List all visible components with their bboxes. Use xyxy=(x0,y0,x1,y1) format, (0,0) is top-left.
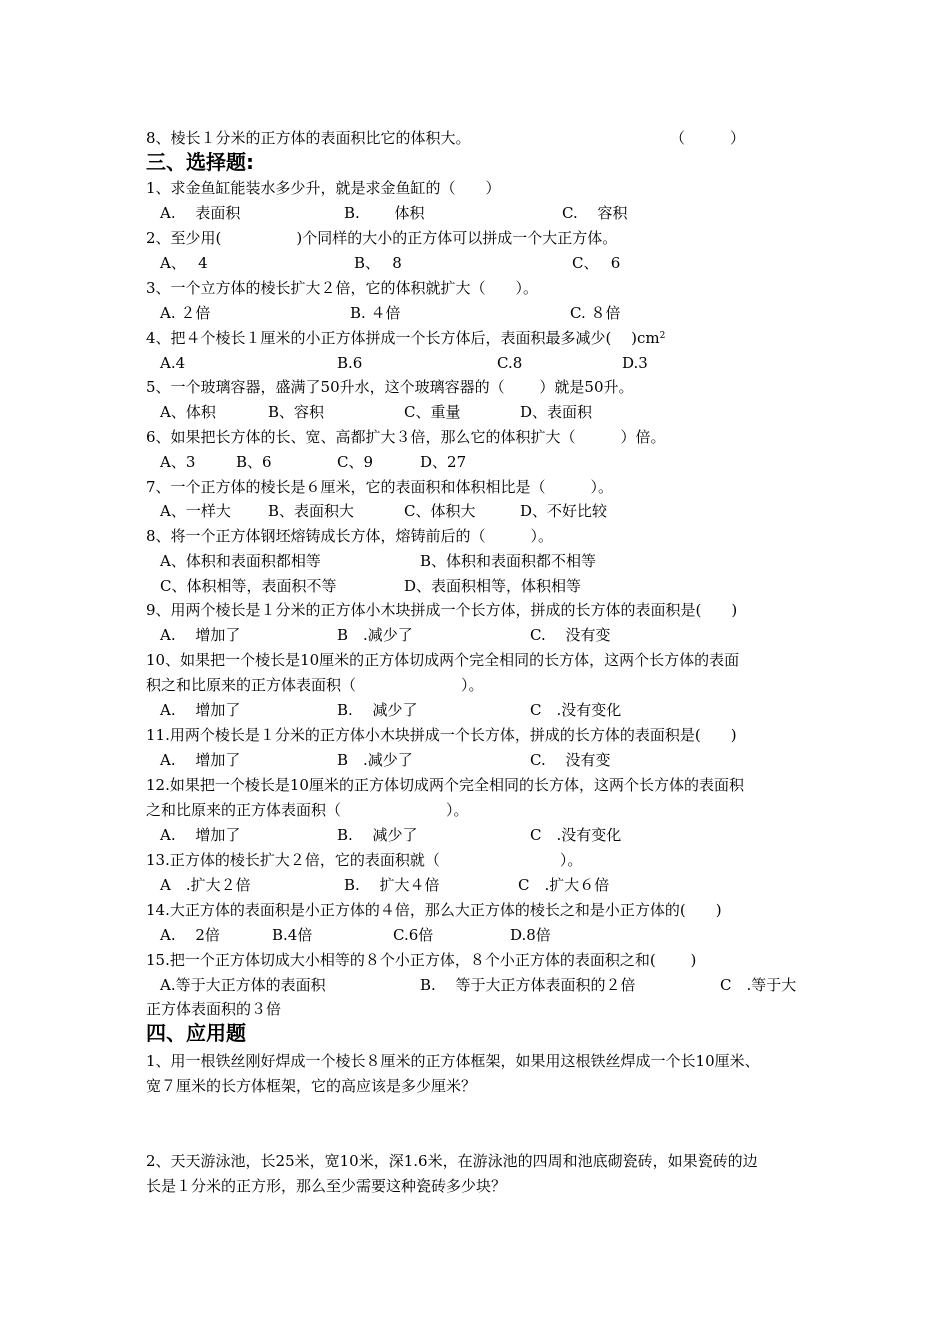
option-c: C .没有变化 xyxy=(530,826,622,844)
question-stem: 13.正方体的棱长扩大２倍，它的表面积就（ ）。 xyxy=(146,851,583,869)
option-c: C.8 xyxy=(497,354,523,372)
question-stem: 4、把４个棱长１厘米的小正方体拼成一个长方体后，表面积最多减少( )$cm^2$ xyxy=(146,329,666,347)
question-stem: 3、一个立方体的棱长扩大２倍，它的体积就扩大（ ）。 xyxy=(146,279,539,297)
option-a: A. 增加了 xyxy=(160,626,241,644)
problem-1-continued: 宽７厘米的长方体框架，它的高应该是多少厘米？ xyxy=(146,1077,477,1095)
question-stem-continued: 之和比原来的正方体表面积（ ）。 xyxy=(146,801,469,819)
option-a: A、体积和表面积都相等 xyxy=(160,552,321,570)
section-title-choice: 三、选择题: xyxy=(146,150,254,174)
option-b: B、表面积大 xyxy=(268,502,355,520)
question-stem: 8、将一个正方体钢坯熔铸成长方体，熔铸前后的（ ）。 xyxy=(146,527,554,545)
option-d: D.3 xyxy=(622,354,648,372)
problem-2-continued: 长是１分米的正方形，那么至少需要这种瓷砖多少块？ xyxy=(146,1177,507,1195)
option-c: C. 没有变 xyxy=(530,751,611,769)
option-a: A、一样大 xyxy=(160,502,231,520)
option-c: C、体积相等，表面积不等 xyxy=(160,577,337,595)
option-b: B. ４倍 xyxy=(350,304,401,322)
option-c: C、重量 xyxy=(404,403,461,421)
option-b: B. 扩大４倍 xyxy=(344,876,440,894)
question-stem: 6、如果把长方体的长、宽、高都扩大３倍，那么它的体积扩大（ ）倍。 xyxy=(146,428,666,446)
option-d: D.8倍 xyxy=(510,926,551,944)
problem-1: 1、用一根铁丝刚好焊成一个棱长８厘米的正方体框架，如果用这根铁丝焊成一个长10厘米、 xyxy=(146,1052,760,1070)
option-c: C. ８倍 xyxy=(570,304,621,322)
option-b: B. 体积 xyxy=(344,204,425,222)
question-stem-continued: 积之和比原来的正方体表面积（ ）。 xyxy=(146,676,484,694)
question-stem: 14.大正方体的表面积是小正方体的４倍，那么大正方体的棱长之和是小正方体的( ) xyxy=(146,901,722,919)
option-b: B、6 xyxy=(236,453,272,471)
option-b: B、体积和表面积都不相等 xyxy=(420,552,597,570)
option-a: A、3 xyxy=(160,453,196,471)
question-stem: 2、至少用( )个同样的大小的正方体可以拼成一个大正方体。 xyxy=(146,229,618,247)
option-a: A.4 xyxy=(160,354,186,372)
answer-paren: （ ） xyxy=(670,129,746,147)
problem-2: 2、天天游泳池，长25米，宽10米，深1.6米，在游泳池的四周和池底砌瓷砖，如果瓷砖的边 xyxy=(146,1152,758,1170)
question-stem: 9、用两个棱长是１分米的正方体小木块拼成一个长方体，拼成的长方体的表面积是( ) xyxy=(146,601,738,619)
option-b: B .减少了 xyxy=(337,751,413,769)
option-a: A. 增加了 xyxy=(160,701,241,719)
option-c: C .扩大６倍 xyxy=(518,876,610,894)
option-d: D、表面积 xyxy=(520,403,593,421)
option-d: D、27 xyxy=(420,453,467,471)
option-a: A. ２倍 xyxy=(160,304,211,322)
option-a: A.等于大正方体的表面积 xyxy=(160,976,326,994)
option-a: A、体积 xyxy=(160,403,216,421)
option-a: A. 表面积 xyxy=(160,204,241,222)
section-title-application: 四、应用题 xyxy=(146,1021,246,1045)
option-c: C、 6 xyxy=(572,254,621,272)
option-a: A .扩大２倍 xyxy=(160,876,251,894)
option-c: C.6倍 xyxy=(393,926,434,944)
option-b: B. 等于大正方体表面积的２倍 xyxy=(420,976,636,994)
option-b: B、容积 xyxy=(268,403,325,421)
option-c: C .没有变化 xyxy=(530,701,622,719)
question-stem: 10、如果把一个棱长是10厘米的正方体切成两个完全相同的长方体，这两个长方体的表面 xyxy=(146,651,740,669)
question-stem: 11.用两个棱长是１分米的正方体小木块拼成一个长方体，拼成的长方体的表面积是( ) xyxy=(146,726,737,744)
option-a: A. 增加了 xyxy=(160,826,241,844)
option-b: B.4倍 xyxy=(272,926,313,944)
option-c: C. 容积 xyxy=(562,204,628,222)
question-stem: 15.把一个正方体切成大小相等的８个小正方体，８个小正方体的表面积之和( ) xyxy=(146,951,697,969)
option-d: D、不好比较 xyxy=(520,502,608,520)
option-b: B. 减少了 xyxy=(337,701,418,719)
option-b: B. 减少了 xyxy=(337,826,418,844)
option-d: D、表面积相等，体积相等 xyxy=(404,577,582,595)
question-stem: 12.如果把一个棱长是10厘米的正方体切成两个完全相同的长方体，这两个长方体的表面积 xyxy=(146,776,744,794)
option-b: B .减少了 xyxy=(337,626,413,644)
option-c: C、9 xyxy=(337,453,374,471)
question-stem: 1、求金鱼缸能装水多少升，就是求金鱼缸的（ ） xyxy=(146,179,501,197)
option-b: B、 8 xyxy=(354,254,402,272)
question-stem: 5、一个玻璃容器，盛满了50升水，这个玻璃容器的（ ）就是50升。 xyxy=(146,378,634,396)
option-b: B.6 xyxy=(337,354,363,372)
option-c-continued: 正方体表面积的３倍 xyxy=(146,1000,282,1018)
question-stem: 7、一个正方体的棱长是６厘米，它的表面积和体积相比是（ ）。 xyxy=(146,478,614,496)
judge-question-8: 8、棱长１分米的正方体的表面积比它的体积大。 xyxy=(146,129,471,147)
option-c: C. 没有变 xyxy=(530,626,611,644)
option-a: A. 2倍 xyxy=(160,926,220,944)
option-c: C .等于大 xyxy=(720,976,797,994)
option-c: C、体积大 xyxy=(404,502,476,520)
option-a: A. 增加了 xyxy=(160,751,241,769)
option-a: A、 4 xyxy=(160,254,208,272)
